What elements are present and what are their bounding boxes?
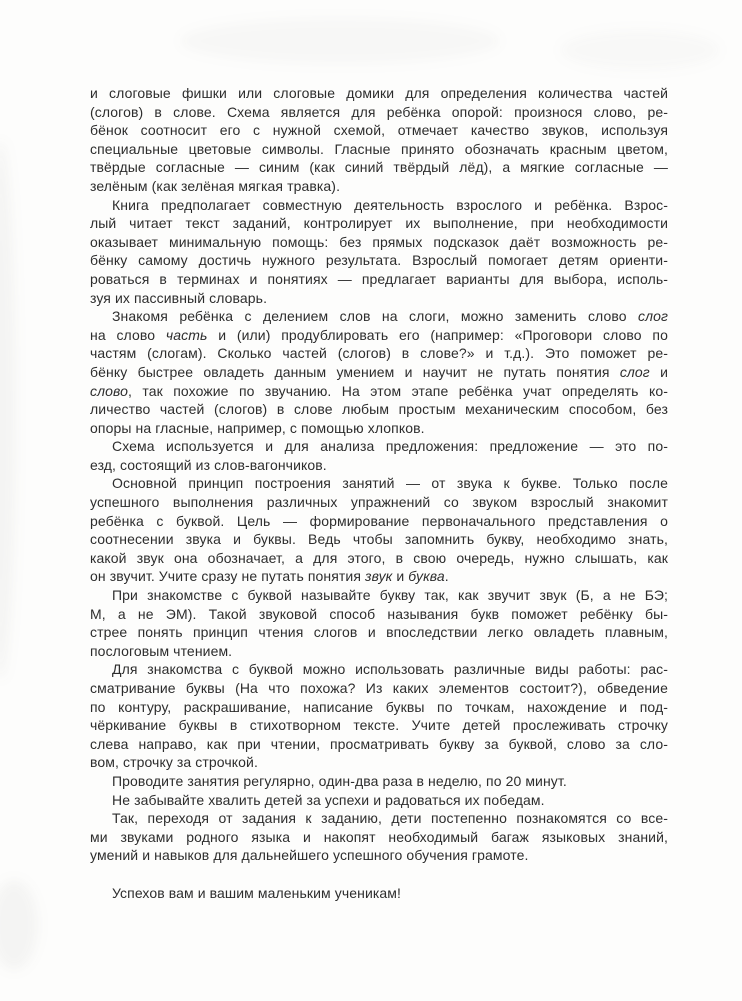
text-line: специальные цветовые символы. Гласные принято обозначать красным цветом, bbox=[90, 140, 668, 157]
text-line: слева направо, как при чтении, просматривать букву за буквой, слово за сло- bbox=[90, 735, 668, 752]
paragraph bbox=[90, 809, 668, 865]
text-line: и слоговые фишки или слоговые домики для определения количества частей bbox=[90, 85, 668, 101]
text-line: он звучит. Учите сразу не путать понятия звук и буква. bbox=[90, 568, 449, 585]
text-line: Схема используется и для анализа предложения: предложение — это по- bbox=[112, 438, 668, 455]
text-line: М, а не ЭМ). Такой звуковой способ называния букв поможет ребёнку бы- bbox=[90, 605, 668, 622]
paragraph bbox=[90, 307, 668, 437]
text-block bbox=[90, 84, 668, 902]
text-line: слово, так похожие по звучанию. На этом этапе ребёнка учат определять ко- bbox=[90, 382, 668, 399]
text-line: оказывает минимальную помощь: без прямых подсказок даёт возможность ре- bbox=[90, 233, 668, 250]
text-line: роваться в терминах и понятиях — предлагает варианты для выбора, исполь- bbox=[90, 270, 668, 287]
italic-term: буква bbox=[408, 568, 445, 585]
text-line: зуя их пассивный словарь. bbox=[90, 289, 268, 306]
text-line: (слогов) в слове. Схема является для ребёнка опорой: произнося слово, ре- bbox=[90, 103, 668, 120]
text-line: бёнку самому достичь нужного результата. Взрослый помогает детям ориенти- bbox=[90, 252, 668, 269]
text-line: сматривание буквы (На что похожа? Из каких элементов состоит?), обведение bbox=[90, 680, 668, 696]
text-line: Успехов вам и вашим маленьким ученикам! bbox=[112, 884, 402, 901]
text-line: Так, переходя от задания к заданию, дети постепенно познакомятся со все- bbox=[112, 810, 668, 827]
text-line: Проводите занятия регулярно, один-два раза в неделю, по 20 минут. bbox=[112, 772, 567, 789]
text-line: чёркивание буквы в стихотворном тексте. Учите детей прослеживать строчку bbox=[90, 717, 668, 734]
paragraph bbox=[90, 196, 668, 308]
text-line: какой звук она обозначает, а для этого, в свою очередь, нужно слышать, как bbox=[90, 549, 668, 566]
text-line: бёнку быстрее овладеть данным умением и научит не путать понятия слог и bbox=[90, 363, 668, 380]
italic-term: слог bbox=[619, 363, 650, 380]
italic-term: слово bbox=[90, 382, 128, 399]
text-line: Знакомя ребёнка с делением слов на слоги, можно заменить слово слог bbox=[112, 308, 668, 325]
text-line: ребёнка с буквой. Цель — формирование первоначального представления о bbox=[90, 512, 668, 529]
scan-smudge bbox=[0, 880, 38, 970]
paragraph bbox=[90, 884, 668, 903]
text-line: частям (слогам). Сколько частей (слогов) в слове?» и т.д.). Это поможет ре- bbox=[90, 345, 668, 362]
paragraph bbox=[90, 772, 668, 791]
text-line: Основной принцип построения занятий — от звука к букве. Только после bbox=[112, 475, 668, 492]
text-line: Не забывайте хвалить детей за успехи и радоваться их победам. bbox=[112, 791, 545, 808]
paragraph bbox=[90, 474, 668, 586]
text-line: Книга предполагает совместную деятельность взрослого и ребёнка. Взрос- bbox=[112, 196, 668, 213]
text-line: бёнок соотносит его с нужной схемой, отмечает качество звуков, используя bbox=[90, 122, 668, 139]
paragraph bbox=[90, 660, 668, 772]
text-line: ми звуками родного языка и накопят необходимый багаж языковых знаний, bbox=[90, 828, 668, 845]
paragraph bbox=[90, 84, 668, 196]
text-line: послоговым чтением. bbox=[90, 642, 233, 659]
text-line: по контуру, раскрашивание, написание буквы по точкам, нахождение и под- bbox=[90, 698, 668, 715]
text-line: соотнесении звука и буквы. Ведь чтобы запомнить букву, необходимо знать, bbox=[90, 531, 668, 548]
text-line: езд, состоящий из слов-вагончиков. bbox=[90, 456, 327, 473]
scan-smudge bbox=[0, 140, 16, 680]
text-line: При знакомстве с буквой называйте букву так, как звучит звук (Б, а не БЭ; bbox=[112, 587, 668, 604]
paragraph bbox=[90, 586, 668, 660]
text-line: опоры на гласные, например, с помощью хлопков. bbox=[90, 419, 425, 436]
italic-term: слог bbox=[638, 308, 668, 325]
paragraph bbox=[90, 437, 668, 474]
text-line: стрее понять принцип чтения слогов и впоследствии легко овладеть плавным, bbox=[90, 624, 668, 641]
text-line: зелёным (как зелёная мягкая травка). bbox=[90, 177, 341, 194]
paragraph bbox=[90, 791, 668, 810]
text-line: Для знакомства с буквой можно использовать различные виды работы: рас- bbox=[112, 661, 668, 678]
text-line: лый читает текст заданий, контролирует их выполнение, при необходимости bbox=[90, 215, 668, 232]
italic-term: звук bbox=[365, 568, 393, 585]
italic-term: часть bbox=[165, 326, 208, 343]
text-line: на слово часть и (или) продублировать его (например: «Проговори слово по bbox=[90, 326, 668, 343]
text-line: вом, строчку за строчкой. bbox=[90, 754, 258, 771]
text-line: твёрдые согласные — синим (как синий твёрдый лёд), а мягкие согласные — bbox=[90, 159, 668, 176]
text-line: успешного выполнения различных упражнений со звуком взрослый знакомит bbox=[90, 494, 668, 511]
scan-smudge bbox=[180, 18, 500, 64]
text-line: умений и навыков для дальнейшего успешного обучения грамоте. bbox=[90, 847, 529, 864]
scan-smudge bbox=[560, 30, 720, 70]
text-line: личество частей (слогов) в слове любым простым механическим способом, без bbox=[90, 401, 668, 418]
